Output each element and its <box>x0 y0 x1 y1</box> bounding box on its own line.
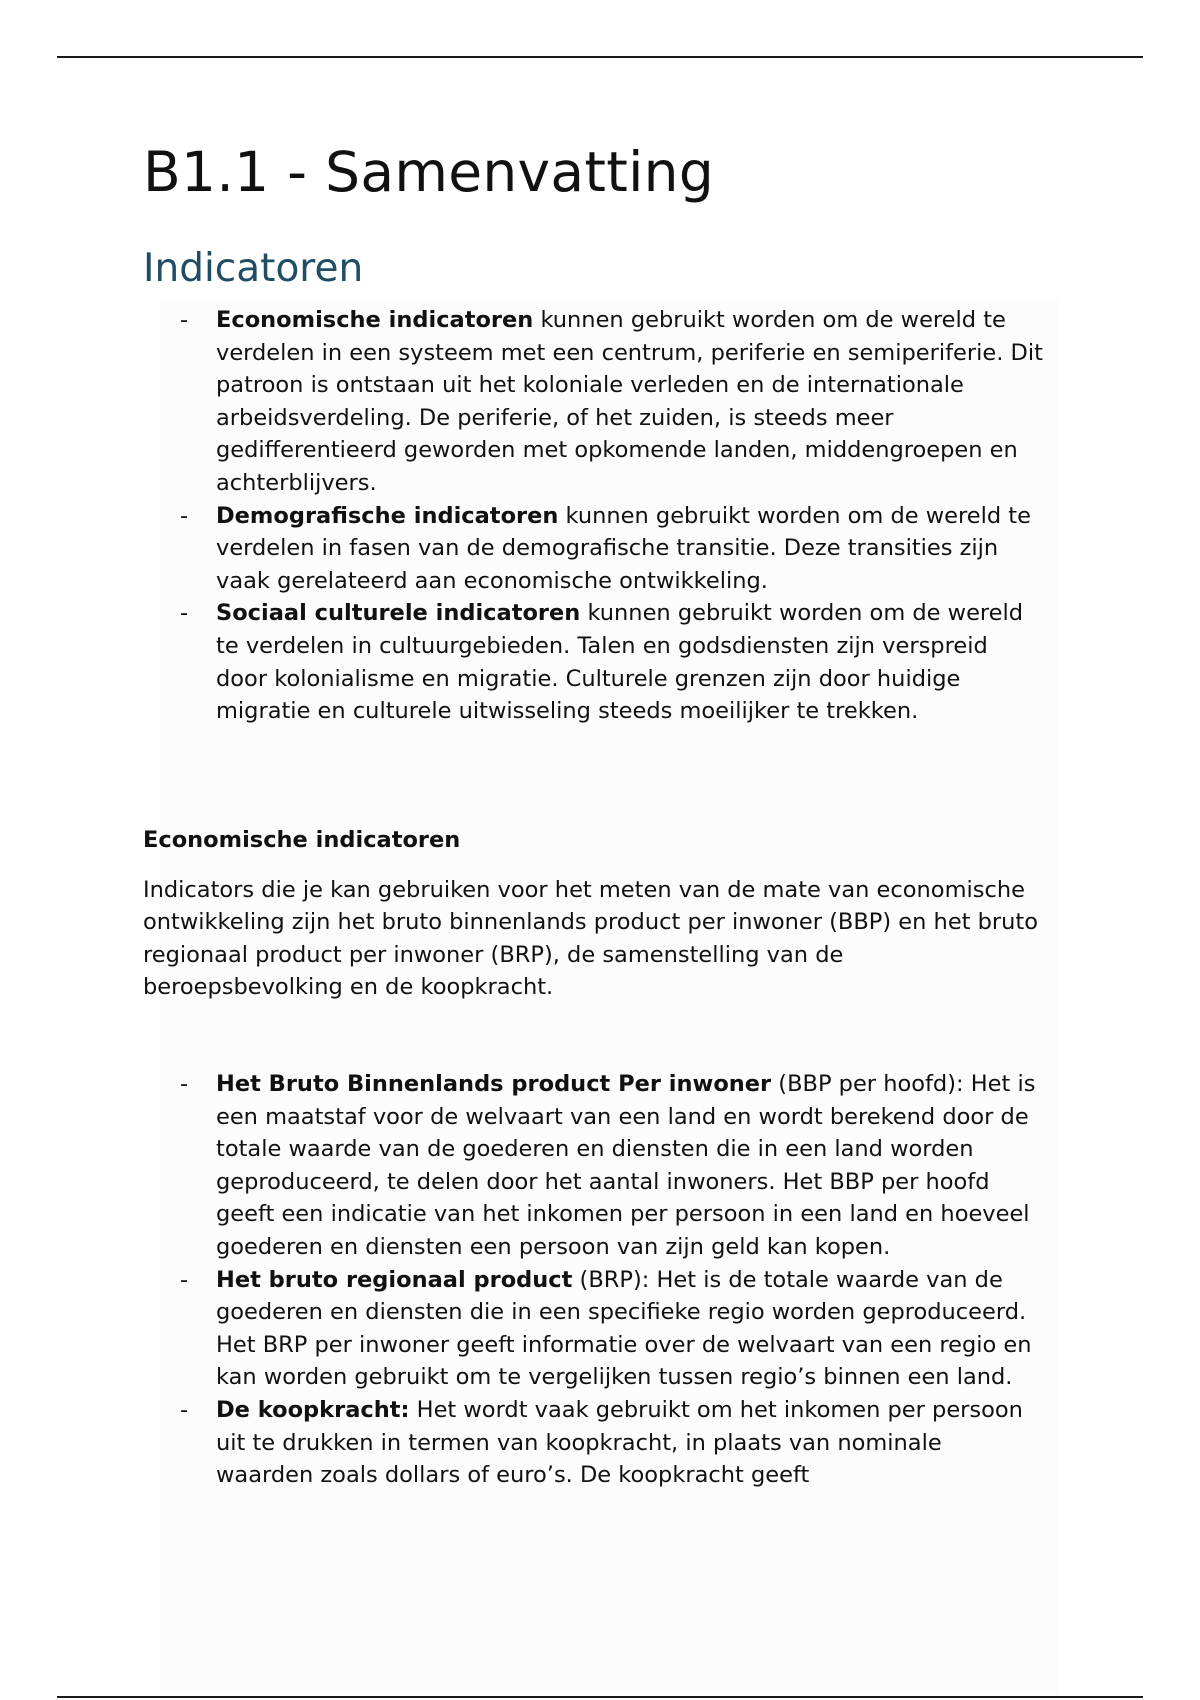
list-item-text: (BRP): Het is de totale waarde van de goederen en diensten die in een specifieke regio worden geproduceerd. Het BRP per inwoner geeft informatie over de welvaart van een regio en kan worden gebruikt om te vergelijken tussen regio’s binnen een land. <box>216 1266 1032 1391</box>
list-dash: - <box>180 1071 189 1097</box>
list-dash: - <box>180 1396 189 1423</box>
list-item <box>143 1068 1043 1264</box>
list-item-text: kunnen gebruikt worden om de wereld te verdelen in cultuurgebieden. Talen en godsdiensten zijn verspreid door kolonialisme en migratie. Culturele grenzen zijn door huidige migratie en culturele uitwisseling steeds moeilijker te trekken. <box>216 600 1024 725</box>
list-item-term: Economische indicatoren <box>216 307 534 333</box>
list-item-term: Het bruto regionaal product <box>216 1266 573 1293</box>
list-item-text: kunnen gebruikt worden om de wereld te verdelen in een systeem met een centrum, periferie en semiperiferie. Dit patroon is ontstaan uit het koloniale verleden en de internationale arbeidsverdeling. De periferie, of het zuiden, is steeds meer gedifferentieerd geworden met opkomende landen, middengroepen en achterblijvers. <box>216 307 1043 496</box>
economic-indicator-list <box>143 1068 1043 1492</box>
list-dash: - <box>180 1266 189 1293</box>
list-dash: - <box>180 600 189 627</box>
list-item-term: Demografische indicatoren <box>216 502 559 529</box>
list-item-text: kunnen gebruikt worden om de wereld te verdelen in fasen van de demografische transitie. Deze transities zijn vaak gerelateerd aan economische ontwikkeling. <box>216 502 1031 594</box>
list-dash: - <box>180 307 189 333</box>
list-item-text: Het wordt vaak gebruikt om het inkomen per persoon uit te drukken in termen van koopkracht, in plaats van nominale waarden zoals dollars of euro’s. De koopkracht geeft <box>216 1396 1023 1489</box>
list-item <box>143 500 1043 598</box>
list-item <box>143 1264 1043 1394</box>
list-item-term: Het Bruto Binnenlands product Per inwoner <box>216 1071 772 1097</box>
subheading: Economische indicatoren <box>143 827 461 853</box>
list-item <box>143 1394 1043 1492</box>
list-item <box>143 304 1043 500</box>
list-item-term: Sociaal culturele indicatoren <box>216 600 581 627</box>
bottom-rule <box>57 1696 1143 1698</box>
list-dash: - <box>180 502 189 529</box>
list-item-term: De koopkracht: <box>216 1396 410 1423</box>
page-title: B1.1 - Samenvatting <box>143 140 715 204</box>
indicator-list <box>143 304 1043 728</box>
list-item-text: (BBP per hoofd): Het is een maatstaf voor de welvaart van een land en wordt berekend door de totale waarde van de goederen en diensten die in een land worden geproduceerd, te delen door het aantal inwoners. Het BBP per hoofd geeft een indicatie van het inkomen per persoon in een land en hoeveel goederen en diensten een persoon van zijn geld kan kopen. <box>216 1071 1036 1260</box>
list-item <box>143 597 1043 727</box>
section-heading: Indicatoren <box>143 246 364 291</box>
intro-paragraph: Indicators die je kan gebruiken voor het meten van de mate van economische ontwikkeling zijn het bruto binnenlands product per inwoner (BBP) en het bruto regionaal product per inwoner (BRP), de samenstelling van de beroepsbevolking en de koopkracht. <box>143 877 1039 1001</box>
top-rule <box>57 56 1143 58</box>
